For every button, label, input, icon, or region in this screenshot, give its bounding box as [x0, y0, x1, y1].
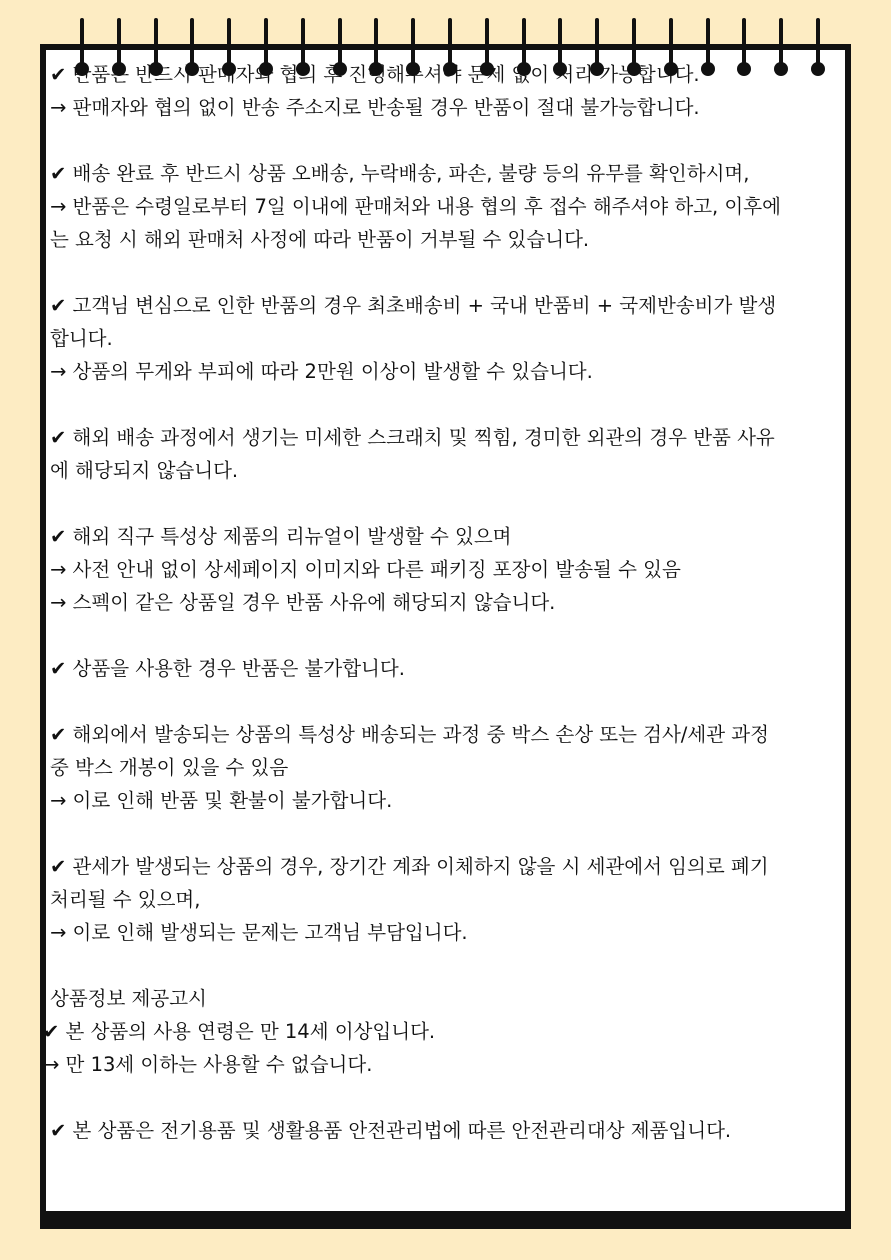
notice-main: ✔ 고객님 변심으로 인한 반품의 경우 최초배송비 + 국내 반품비 + 국제반송비가 발생합니다.: [50, 294, 777, 350]
notice-section-customs-duty: [50, 850, 785, 949]
age-note: → 만 13세 이하는 사용할 수 없습니다.: [43, 1053, 373, 1076]
notice-note: → 스펙이 같은 상품일 경우 반품 사유에 해당되지 않습니다.: [50, 591, 556, 614]
return-policy-notice: [43, 58, 785, 1180]
safety-notice-section: [50, 1114, 785, 1147]
safety-notice: ✔ 본 상품은 전기용품 및 생활용품 안전관리법에 따른 안전관리대상 제품입니다.: [50, 1119, 732, 1142]
notice-main: ✔ 해외 배송 과정에서 생기는 미세한 스크래치 및 찍힘, 경미한 외관의 경우 반품 사유에 해당되지 않습니다.: [50, 426, 775, 482]
product-info-section: [43, 982, 785, 1081]
notice-section-change-of-mind: [50, 289, 785, 388]
notice-section-minor-scratches: [50, 421, 785, 487]
notice-main: ✔ 상품을 사용한 경우 반품은 불가합니다.: [50, 657, 405, 680]
notice-section-product-renewal: [50, 520, 785, 619]
product-info-title: 상품정보 제공고시: [50, 987, 207, 1010]
notice-note: → 이로 인해 반품 및 환불이 불가합니다.: [50, 789, 393, 812]
notice-section-delivery-check: [50, 157, 785, 256]
notice-main: ✔ 해외 직구 특성상 제품의 리뉴얼이 발생할 수 있으며: [50, 525, 512, 548]
notice-note: → 이로 인해 발생되는 문제는 고객님 부담입니다.: [50, 921, 468, 944]
notice-note: → 사전 안내 없이 상세페이지 이미지와 다른 패키징 포장이 발송될 수 있음: [50, 558, 681, 581]
age-notice: ✔ 본 상품의 사용 연령은 만 14세 이상입니다.: [43, 1020, 436, 1043]
notice-main: ✔ 관세가 발생되는 상품의 경우, 장기간 계좌 이체하지 않을 시 세관에서 임의로 폐기 처리될 수 있으며,: [50, 855, 769, 911]
notice-note: → 상품의 무게와 부피에 따라 2만원 이상이 발생할 수 있습니다.: [50, 360, 593, 383]
binder-ring-icon: [811, 18, 825, 76]
notice-main: ✔ 배송 완료 후 반드시 상품 오배송, 누락배송, 파손, 불량 등의 유무를 확인하시며,: [50, 162, 750, 185]
notice-note: → 반품은 수령일로부터 7일 이내에 판매처와 내용 협의 후 접수 해주셔야 하고, 이후에는 요청 시 해외 판매처 사정에 따라 반품이 거부될 수 있습니다.: [50, 195, 781, 251]
notice-section-prior-consultation: [50, 58, 785, 124]
notice-note: → 판매자와 협의 없이 반송 주소지로 반송될 경우 반품이 절대 불가능합니다.: [50, 96, 700, 119]
notice-section-box-damage: [50, 718, 785, 817]
notice-main: ✔ 반품은 반드시 판매자와 협의 후 진행해주셔야 문제 없이 처리 가능합니다.: [50, 63, 700, 86]
notice-main: ✔ 해외에서 발송되는 상품의 특성상 배송되는 과정 중 박스 손상 또는 검사/세관 과정 중 박스 개봉이 있을 수 있음: [50, 723, 769, 779]
notice-section-used-product: [50, 652, 785, 685]
